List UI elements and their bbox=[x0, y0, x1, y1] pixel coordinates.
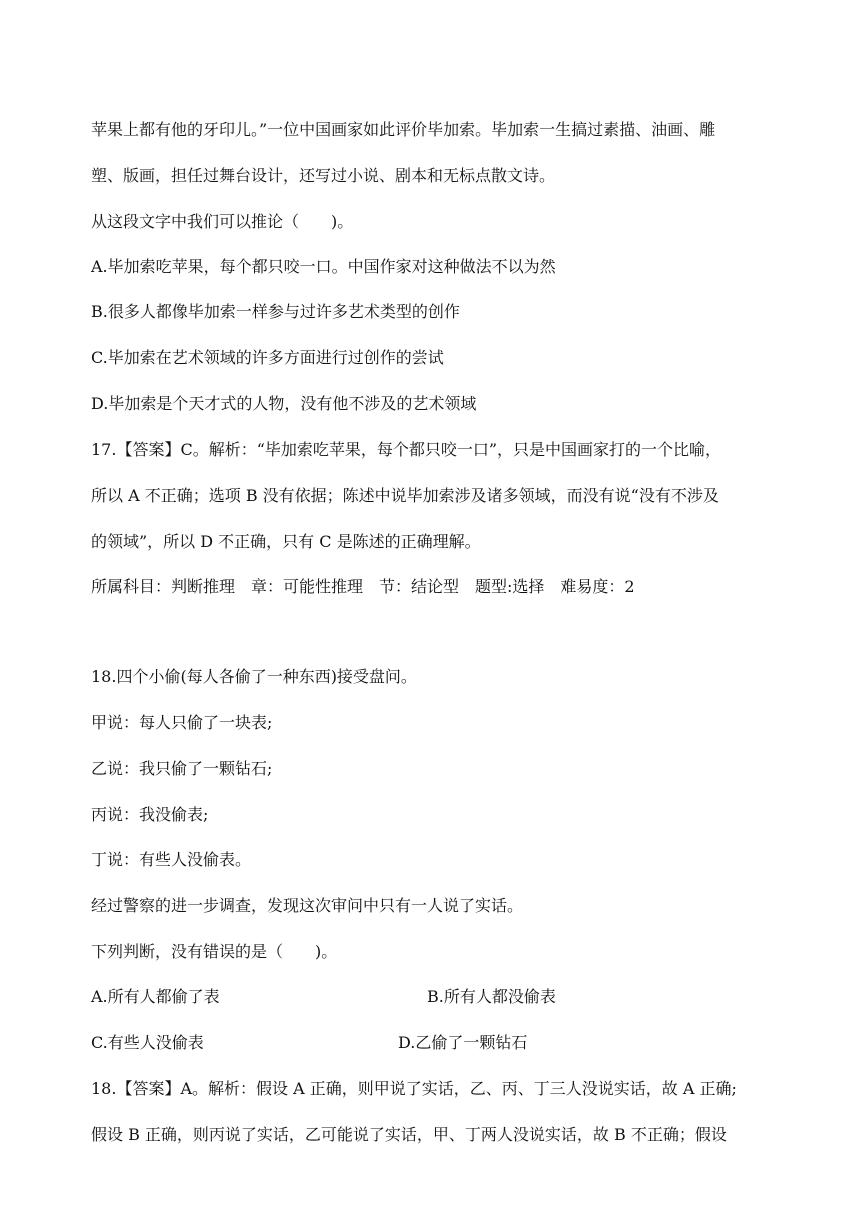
q18-condition: 经过警察的进一步调查，发现这次审问中只有一人说了实话。 bbox=[91, 896, 524, 915]
q17-option-a: A.毕加索吃苹果，每个都只咬一口。中国作家对这种做法不以为然 bbox=[91, 257, 556, 276]
q18-statement-jia: 甲说：每人只偷了一块表; bbox=[91, 713, 273, 732]
q18-option-a: A.所有人都偷了表 bbox=[91, 987, 220, 1006]
q17-answer-line-3: 的领域”，所以 D 不正确，只有 C 是陈述的正确理解。 bbox=[91, 532, 481, 551]
q17-passage-line-2: 塑、版画，担任过舞台设计，还写过小说、剧本和无标点散文诗。 bbox=[91, 166, 556, 185]
q18-option-d: D.乙偷了一颗钻石 bbox=[398, 1033, 528, 1052]
q17-answer-line-2: 所以 A 不正确；选项 B 没有依据；陈述中说毕加索涉及诸多领域，而没有说“没有不涉及 bbox=[91, 486, 719, 505]
q18-answer-line-1: 18.【答案】A。解析：假设 A 正确，则甲说了实话，乙、丙、丁三人没说实话，故 A 正确; bbox=[91, 1079, 737, 1098]
q18-statement-ding: 丁说：有些人没偷表。 bbox=[91, 850, 252, 869]
q17-option-d: D.毕加索是个天才式的人物，没有他不涉及的艺术领域 bbox=[91, 394, 477, 413]
q17-answer-line-1: 17.【答案】C。解析：“毕加索吃苹果，每个都只咬一口”，只是中国画家打的一个比喻， bbox=[91, 440, 722, 459]
q18-stem: 18.四个小偷(每人各偷了一种东西)接受盘问。 bbox=[91, 667, 417, 686]
q17-meta: 所属科目：判断推理 章：可能性推理 节：结论型 题型:选择 难易度：2 bbox=[91, 577, 635, 596]
q18-statement-yi: 乙说：我只偷了一颗钻石; bbox=[91, 759, 273, 778]
q18-options-row-2 bbox=[91, 1031, 808, 1055]
q18-option-b: B.所有人都没偷表 bbox=[427, 987, 556, 1006]
q18-options-row-1 bbox=[91, 985, 808, 1009]
q18-option-c: C.有些人没偷表 bbox=[91, 1033, 204, 1052]
q18-statement-bing: 丙说：我没偷表; bbox=[91, 805, 209, 824]
q17-option-b: B.很多人都像毕加索一样参与过许多艺术类型的创作 bbox=[91, 302, 460, 321]
q17-question: 从这段文字中我们可以推论（ )。 bbox=[91, 212, 354, 231]
q18-question: 下列判断，没有错误的是（ )。 bbox=[91, 942, 338, 961]
q17-passage-line-1: 苹果上都有他的牙印儿。”一位中国画家如此评价毕加索。毕加索一生搞过素描、油画、雕 bbox=[91, 120, 716, 139]
q17-option-c: C.毕加索在艺术领域的许多方面进行过创作的尝试 bbox=[91, 348, 444, 367]
q18-answer-line-2: 假设 B 正确，则丙说了实话，乙可能说了实话，甲、丁两人没说实话，故 B 不正确；假设 bbox=[91, 1125, 727, 1144]
